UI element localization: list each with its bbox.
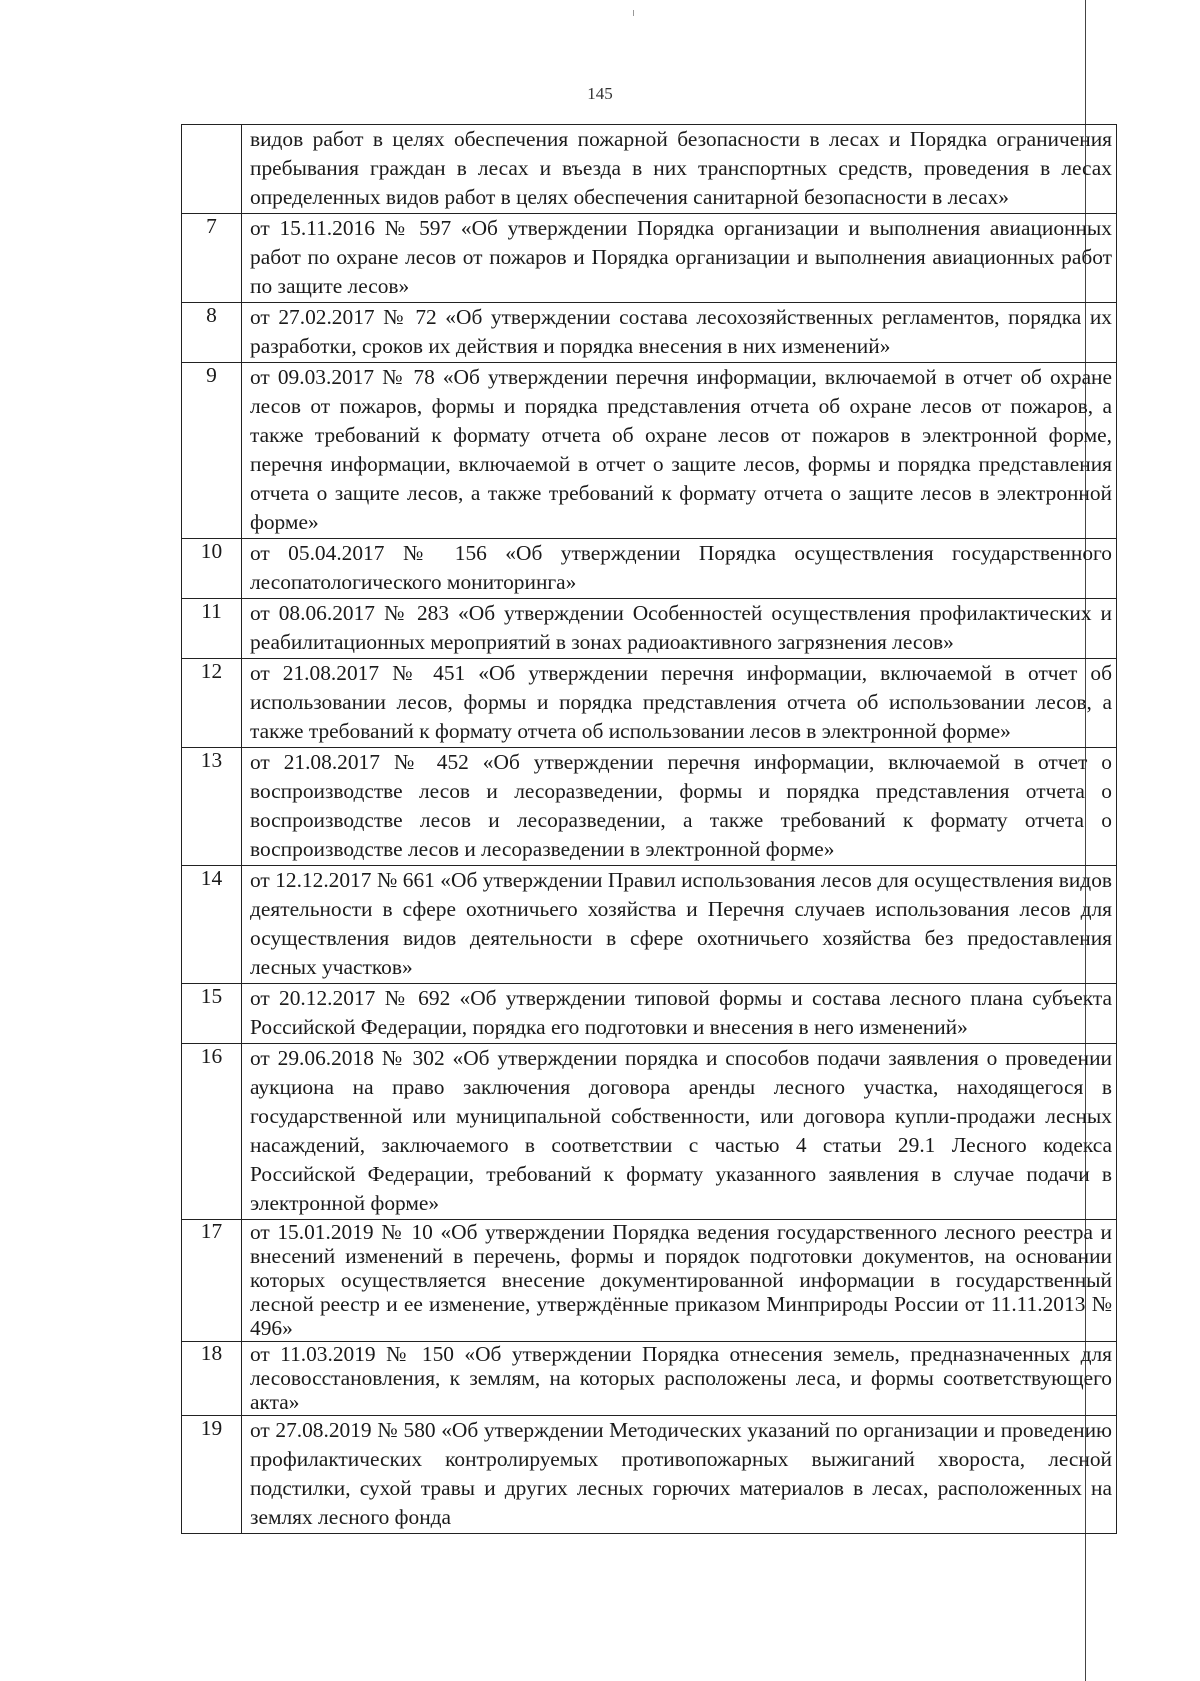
table-row [182,214,1117,303]
table-row [182,303,1117,363]
row-number: 16 [182,1044,242,1220]
table-row [182,363,1117,539]
table-row [182,1416,1117,1534]
scan-artifact-dot [633,10,634,16]
table-row [182,539,1117,599]
row-text: от 12.12.2017 № 661 «Об утверждении Правил использования лесов для осуществления видов деятельности в сфере охотничьего хозяйства и Перечня случаев использования лесов для осуществления видов деятельности в сфере охотничьего хозяйства без предоставления лесных участков» [242,866,1117,984]
row-text: от 27.08.2019 № 580 «Об утверждении Методических указаний по организации и проведению профилактических контролируемых противопожарных выжиганий хвороста, лесной подстилки, сухой травы и других лесных горючих материалов в лесах, расположенных на землях лесного фонда [242,1416,1117,1534]
row-number: 17 [182,1220,242,1342]
row-text: видов работ в целях обеспечения пожарной безопасности в лесах и Порядка ограничения пребывания граждан в лесах и въезда в них транспортных средств, проведения в лесах определенных видов работ в целях обеспечения санитарной безопасности в лесах» [242,125,1117,214]
table-row [182,1342,1117,1416]
table-row [182,125,1117,214]
table-row [182,748,1117,866]
row-text: от 08.06.2017 № 283 «Об утверждении Особенностей осуществления профилактических и реабилитационных мероприятий в зонах радиоактивного загрязнения лесов» [242,599,1117,659]
row-number: 12 [182,659,242,748]
row-number: 13 [182,748,242,866]
row-text: от 15.01.2019 № 10 «Об утверждении Порядка ведения государственного лесного реестра и внесений изменений в перечень, формы и порядок подготовки документов, на основании которых осуществляется внесение документированной информации в государственный лесной реестр и ее изменение, утверждённые приказом Минприроды России от 11.11.2013 № 496» [242,1220,1117,1342]
row-text: от 27.02.2017 № 72 «Об утверждении состава лесохозяйственных регламентов, порядка их разработки, сроков их действия и порядка внесения в них изменений» [242,303,1117,363]
row-number: 7 [182,214,242,303]
table-row [182,1220,1117,1342]
row-number [182,125,242,214]
table-row [182,659,1117,748]
row-text: от 05.04.2017 № 156 «Об утверждении Порядка осуществления государственного лесопатологического мониторинга» [242,539,1117,599]
row-text: от 09.03.2017 № 78 «Об утверждении перечня информации, включаемой в отчет об охране лесов от пожаров, формы и порядка представления отчета об охране лесов от пожаров, а также требований к формату отчета об охране лесов от пожаров в электронной форме, перечня информации, включаемой в отчет о защите лесов, формы и порядка представления отчета о защите лесов, а также требований к формату отчета о защите лесов в электронной форме» [242,363,1117,539]
table-row [182,866,1117,984]
table-row [182,1044,1117,1220]
table-row [182,599,1117,659]
row-number: 14 [182,866,242,984]
regulations-table [181,124,1117,1534]
row-text: от 21.08.2017 № 451 «Об утверждении перечня информации, включаемой в отчет об использовании лесов, формы и порядка представления отчета об использовании лесов, а также требований к формату отчета об использовании лесов в электронной форме» [242,659,1117,748]
row-text: от 11.03.2019 № 150 «Об утверждении Порядка отнесения земель, предназначенных для лесовосстановления, к землям, на которых расположены леса, и формы соответствующего акта» [242,1342,1117,1416]
row-text: от 29.06.2018 № 302 «Об утверждении порядка и способов подачи заявления о проведении аукциона на право заключения договора аренды лесного участка, находящегося в государственной или муниципальной собственности, или договора купли-продажи лесных насаждений, заключаемого в соответствии с частью 4 статьи 29.1 Лесного кодекса Российской Федерации, требований к формату указанного заявления в случае подачи в электронной форме» [242,1044,1117,1220]
row-number: 9 [182,363,242,539]
row-text: от 21.08.2017 № 452 «Об утверждении перечня информации, включаемой в отчет о воспроизводстве лесов и лесоразведении, формы и порядка представления отчета о воспроизводстве лесов и лесоразведении, а также требований к формату отчета о воспроизводстве лесов и лесоразведении в электронной форме» [242,748,1117,866]
row-text: от 15.11.2016 № 597 «Об утверждении Порядка организации и выполнения авиационных работ по охране лесов от пожаров и Порядка организации и выполнения авиационных работ по защите лесов» [242,214,1117,303]
row-number: 15 [182,984,242,1044]
table-row [182,984,1117,1044]
row-number: 8 [182,303,242,363]
row-number: 11 [182,599,242,659]
row-number: 10 [182,539,242,599]
row-text: от 20.12.2017 № 692 «Об утверждении типовой формы и состава лесного плана субъекта Российской Федерации, порядка его подготовки и внесения в него изменений» [242,984,1117,1044]
row-number: 19 [182,1416,242,1534]
page-number: 145 [587,84,613,103]
row-number: 18 [182,1342,242,1416]
